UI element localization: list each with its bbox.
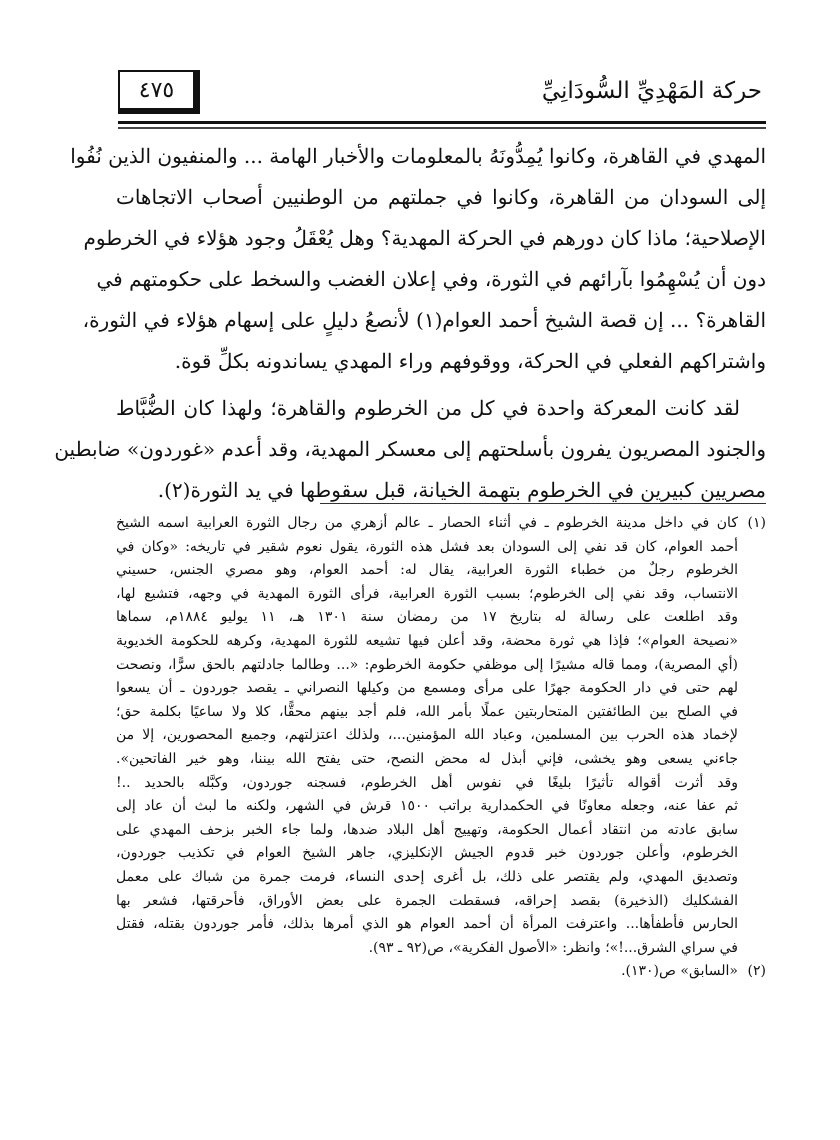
footnote-text: في سراي الشرق...!»؛ وانظر: «الأصول الفكرية»، ص(٩٢ ـ ٩٣). bbox=[368, 939, 738, 956]
text-line: دون أن يُسْهِمُوا بآرائهم في الثورة، وفي إعلان الغضب والسخط على حكومتهم في bbox=[96, 267, 766, 291]
running-title: حركة المَهْدِيِّ السُّودَانِيِّ bbox=[541, 78, 762, 104]
text-line: المهدي في القاهرة، وكانوا يُمِدُّونَهُ بالمعلومات والأخبار الهامة ... والمنفيون الذين نُفُوا bbox=[70, 144, 766, 168]
footnote-line bbox=[116, 583, 766, 607]
footnote-marker: (١) bbox=[747, 515, 766, 531]
header-rule bbox=[118, 121, 766, 124]
footnote-line bbox=[116, 677, 766, 701]
text-line: لقد كانت المعركة واحدة في كل من الخرطوم والقاهرة؛ ولهذا كان الضُّبَّاط bbox=[116, 396, 740, 420]
footnote-text: أحمد العوام، كان قد نفي إلى السودان بعد فشل هذه الثورة، يقول نعوم شقير في تاريخه: «وكان في bbox=[116, 538, 738, 555]
footnote-separator bbox=[320, 503, 766, 504]
footnote-text: وتصديق المهدي، ولم يقتصر على ذلك، بل أغرى إحدى النساء، فرمت جمرة من شباك على معمل bbox=[116, 868, 738, 885]
footnote-text: الانتساب، وقد نفي إلى الخرطوم؛ بسبب الثورة العرابية، فرأى الثورة المهدية في وجهه، فتشيع لها، bbox=[116, 585, 738, 602]
footnote-text: في الصلح بين الطائفتين المتحاربتين عملًا بأمر الله، فلم أجد بينهم محقًّا، كلا ولا ساعيًا بكلمة حق؛ bbox=[116, 703, 738, 720]
text-line: واشتراكهم الفعلي في الحركة، ووقوفهم وراء المهدي يساندونه بكلِّ قوة. bbox=[174, 349, 766, 373]
text-line: الإصلاحية؛ ماذا كان دورهم في الحركة المهدية؟ وهل يُعْقَلُ وجود هؤلاء في الخرطوم bbox=[83, 226, 766, 250]
footnote-text: الحارس فأطفأها... واعترفت المرأة أن أحمد العوام هو الذي أمرها بذلك، فأمر جوردون بقتله، فقتل bbox=[116, 916, 738, 933]
footnote-text: سابق عادته من انتقاد أعمال الحكومة، وتهييج أهل البلاد ضدها، ولما جاء الخبر بزحف المهدي على bbox=[116, 821, 738, 838]
footnote-text: الفشكليك (الذخيرة) بقصد إحراقه، فسقطت الجمرة على بعض الأوراق، فأحرقتها، فشعر بها bbox=[116, 892, 738, 909]
footnote-line bbox=[116, 866, 766, 890]
footnote-line bbox=[116, 913, 766, 937]
footnote-line bbox=[116, 842, 766, 866]
footnote-line bbox=[116, 512, 766, 536]
footnote-line bbox=[116, 536, 766, 560]
footnote-line bbox=[116, 795, 766, 819]
page-number: ٤٧٥ bbox=[118, 70, 200, 114]
footnote-text: وقد أثرت أقواله تأثيرًا بليغًا في نفوس أهل الخرطوم، فسجنه جوردون، وكبَّله بالحديد ..! bbox=[116, 774, 738, 791]
footnote-line bbox=[116, 724, 766, 748]
text-line: إلى السودان من القاهرة، وكانوا في جملتهم من الوطنيين أصحاب الاتجاهات bbox=[116, 185, 766, 209]
footnote-text: جاءني يسعى وهو يخشى، فإني أبذل له محض النصح، حتى يفتح الله بيننا، وهو خير الفاتحين». bbox=[116, 750, 738, 767]
footnote-line bbox=[116, 819, 766, 843]
footnote-line bbox=[116, 960, 766, 984]
main-text bbox=[54, 136, 766, 511]
footnote-text: الخرطوم رجلٌ من خطباء الثورة العرابية، يقال له: أحمد العوام، وهو مصري الجنس، حسيني bbox=[116, 562, 738, 579]
footnote-text: ثم عفا عنه، وجعله معاونًا في الحكمدارية براتب ١٥٠٠ قرش في الشهر، ولكنه ما لبث أن عاد إلى bbox=[116, 798, 738, 815]
footnote-line bbox=[116, 937, 766, 961]
footnote-text: كان في داخل مدينة الخرطوم ـ في أثناء الحصار ـ عالم أزهري من رجال الثورة العرابية اسمه الشيخ bbox=[116, 515, 738, 531]
footnote-marker: (٢) bbox=[747, 963, 766, 980]
text-line: مصريين كبيرين في الخرطوم بتهمة الخيانة، قبل سقوطها في يد الثورة(٢). bbox=[157, 478, 766, 502]
header-rule-thin bbox=[118, 127, 766, 129]
footnote-text: لإخماد هذه الحرب بين المسلمين، وعباد الله المؤمنين...، ولذلك اعتزلتهم، وجميع المحصورين، إلا من bbox=[116, 727, 738, 744]
footnote-line bbox=[116, 890, 766, 914]
footnote-line bbox=[116, 701, 766, 725]
footnotes bbox=[116, 512, 766, 984]
footnote-line bbox=[116, 772, 766, 796]
footnote-line bbox=[116, 606, 766, 630]
footnote-text: لهم حتى في دار الحكومة جهرًا على مرأى ومسمع من وكيلها النصراني ـ يقصد جوردون ـ أن يسعوا bbox=[116, 680, 738, 697]
footnote-line bbox=[116, 559, 766, 583]
footnote-text: وقد اطلعت على رسالة له بتاريخ ١٧ من رمضان سنة ١٣٠١ هـ، ١١ يوليو ١٨٨٤م، سماها bbox=[116, 609, 739, 626]
text-line: والجنود المصريون يفرون بأسلحتهم إلى معسكر المهدية، وقد أعدم «غوردون» ضابطين bbox=[54, 437, 766, 461]
footnote-line bbox=[116, 654, 766, 678]
footnote-line bbox=[116, 630, 766, 654]
footnote-text: «السابق» ص(١٣٠). bbox=[621, 963, 738, 980]
footnote-line bbox=[116, 748, 766, 772]
footnote-text: «نصيحة العوام»؛ فإذا هي ثورة محضة، وقد أعلن فيها تشيعه للثورة المهدية، وكرهه للحكومة الخديوية bbox=[116, 632, 738, 649]
footnote-text: (أي المصرية)، ومما قاله مشيرًا إلى موظفي حكومة الخرطوم: «... وطالما جادلتهم بالحق سرًّا، ونصحت bbox=[116, 656, 738, 673]
text-line: القاهرة؟ ... إن قصة الشيخ أحمد العوام(١) لأنصعُ دليلٍ على إسهام هؤلاء في الثورة، bbox=[82, 308, 766, 332]
footnote-text: الخرطوم، وأعلن جوردون خبر قدوم الجيش الإنكليزي، جاهر الشيخ العوام في تكذيب جوردون، bbox=[116, 845, 738, 862]
